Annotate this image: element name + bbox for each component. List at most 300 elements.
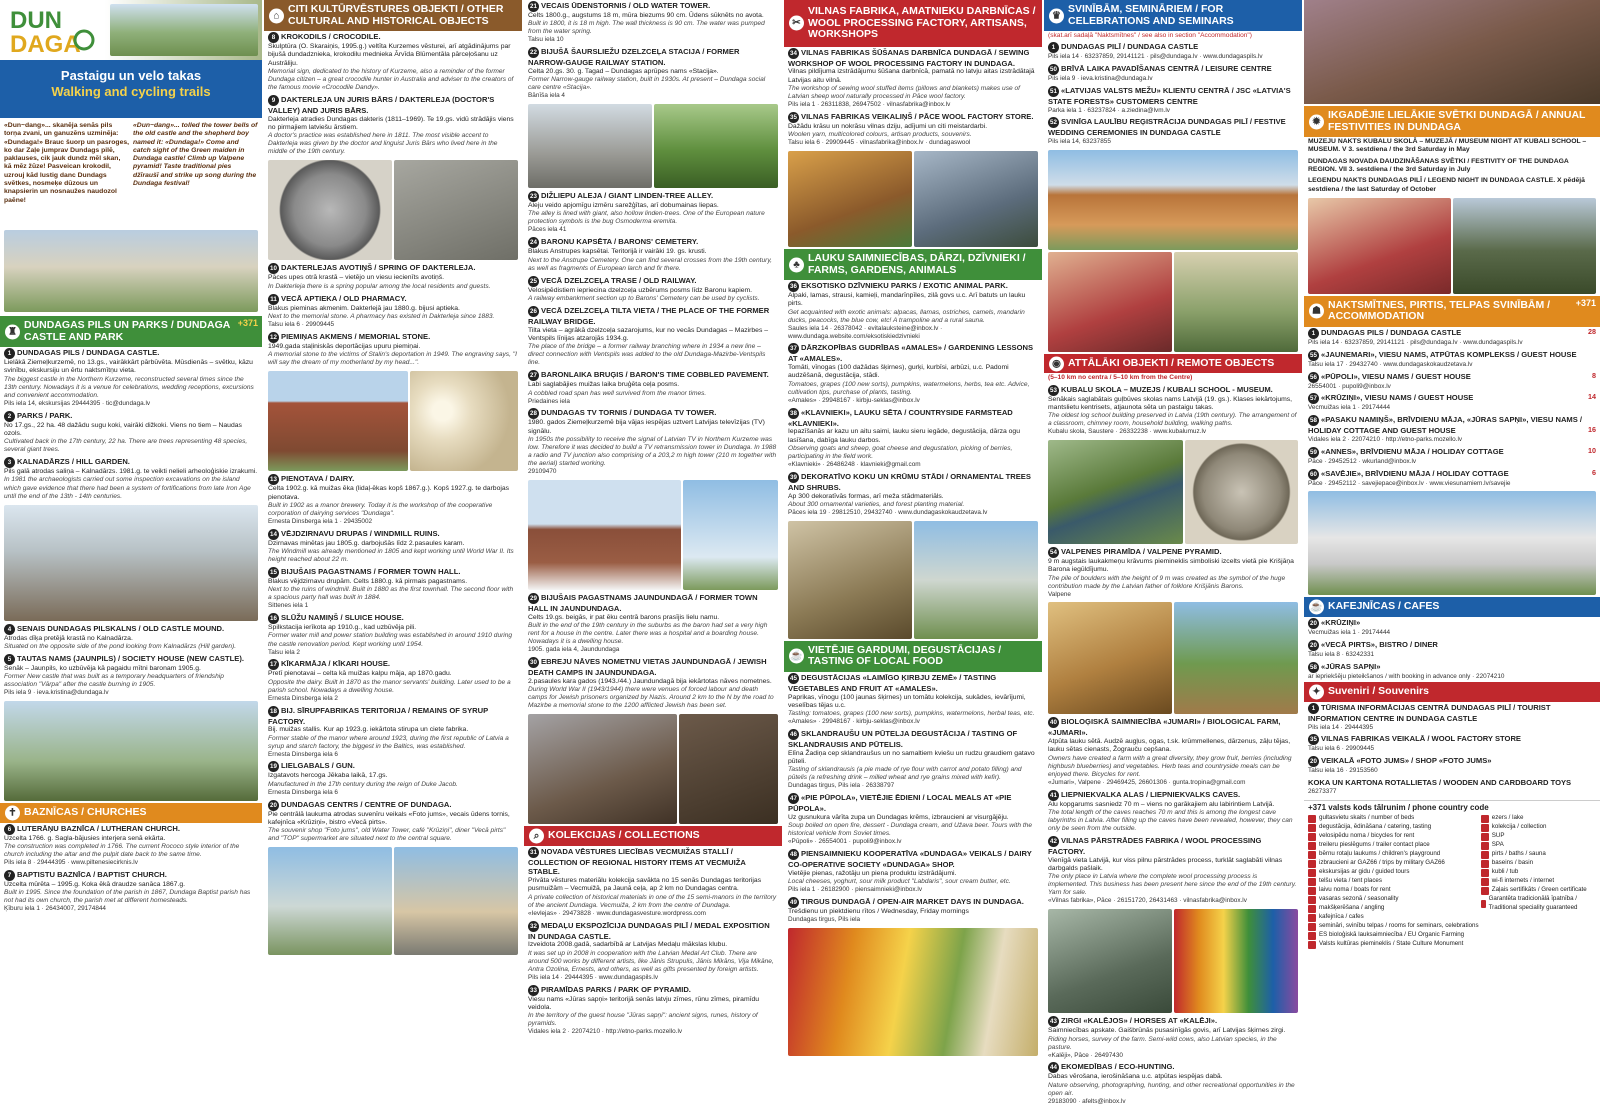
entry-contacts[interactable]: Talsu iela 17 · 29432740 · www.dundagaskokaudzetava.lv (1308, 360, 1473, 368)
entry-number: 28 (528, 408, 539, 419)
list-entry (264, 705, 522, 761)
legend-label: baseins / basin (1491, 859, 1534, 867)
entry-description-en: Built in 1902 as a manor brewery. Today it is the workshop of the cooperative corporation of dairying services "Dundaga". (268, 501, 493, 517)
entry-description-lv: Dabas vērošana, ierošināšana u.c. atpūtas iespējas dabā. (1048, 1073, 1223, 1081)
entry-heading (1308, 415, 1596, 436)
list-entry (1304, 392, 1600, 414)
entry-contacts[interactable]: Parka iela 1 · 63237824 · a.ziedina@lvm.lv (1048, 106, 1170, 114)
list-entry (1044, 1061, 1302, 1107)
entry-title: PIRAMĪDAS PARKS / PARK OF PYRAMID. (541, 984, 691, 994)
list-entry (0, 410, 262, 457)
entry-heading (1308, 618, 1596, 629)
castle-aerial-photo (110, 4, 258, 56)
entry-description-lv: Tilta vieta – agrākā dzelzceļa sazarojums, kur no vecās Dundagas – Mazirbes – Ventspils līnijas atzarojās 1934.g. (528, 326, 769, 342)
list-entry (524, 592, 782, 656)
entry-title: TAUTAS NAMS (JAUNPILS) / SOCIETY HOUSE (NEW CASTLE). (17, 653, 244, 663)
legend-item (1481, 832, 1596, 841)
entry-heading (268, 294, 518, 305)
entry-contacts[interactable]: Pils iela 1 · 26311838, 26947502 · vilnasfabrika@inbox.lv (788, 101, 951, 109)
entry-contacts[interactable]: Ernesta Dinsberga iela 6 (268, 788, 338, 796)
entry-description-lv: Trešdienu un piektdienu rītos / Wednesday, Friday mornings (788, 908, 969, 916)
souvenirs-header: ✦ Suveniri / Souvenirs (1304, 682, 1600, 702)
legend-label: makšķerēšana / angling (1319, 904, 1385, 912)
entry-title: «JŪRAS SAPŅI» (1321, 661, 1381, 671)
entry-contacts[interactable]: 1905. gada iela 4, Jaundundaga (528, 646, 620, 654)
entry-description-en: The only place in Latvia where the complete wool processing process is implemented. This business has been present here since the end of the 19th century. Yarn for sale. (1048, 873, 1297, 897)
entry-heading (4, 654, 258, 665)
entry-description-en: Tomatoes, grapes (100 new sorts), pumpkins, watermelons, herbs, tea etc. Advice, cultivation tips, purchase of plants, tasting. (788, 380, 1030, 396)
entry-contacts[interactable]: «Kalēji», Pāce · 26497430 (1048, 1051, 1123, 1059)
entry-description-en: During World War II (1943/1944) there were venues of forced labour and death camps for Jewish prisoners organized by Nazis. Around 2 km to the N by the road to Mazirbe a memorial stone to the 1200 afflicted Jewish has been set. (528, 686, 774, 710)
entry-number: 55 (1308, 350, 1319, 361)
entry-contacts[interactable]: Pils iela 8 · 29444395 · www.piltenesiecirknis.lv (4, 858, 138, 866)
trails-title-en: Walking and cycling trails (51, 83, 211, 99)
legend-label: gultasvietu skaits / number of beds (1319, 814, 1415, 822)
entry-number: 30 (528, 657, 539, 668)
entry-number: 54 (1048, 547, 1059, 558)
entry-description-lv: Blakus vējdzirnavu drupām. Celts 1880.g. kā pirmais pagastnams. (268, 578, 468, 586)
entry-description-lv: 2.pasaules kara gados (1943./44.) Jaundundagā bija iekārtotas nāves nometnes. (528, 677, 772, 685)
remote-list-d (1044, 1015, 1302, 1107)
entry-number: 1 (1048, 42, 1059, 53)
legend-label: wi-fi internets / internet (1491, 877, 1555, 885)
entry-contacts[interactable]: Pils iela 14 · 29444395 (1308, 723, 1374, 731)
entry-contacts[interactable]: Vidales iela 2 · 22074210 · http://etno-parks.mozello.lv (1308, 435, 1463, 443)
entry-title: DEKORATĪVO KOKU UN KRŪMU STĀDI / ORNAMENTAL TREES AND SHRUBS. (788, 471, 1031, 492)
entry-title: VALPENES PIRAMĪDA / VALPENE PYRAMID. (1061, 546, 1222, 556)
entry-title: DUNDAGAS PILS / DUNDAGA CASTLE. (17, 348, 160, 358)
entry-title: VILNAS FABRIKAS VEIKALIŅŠ / PĀCE WOOL FACTORY STORE. (801, 111, 1034, 121)
festival-item: MUZEJU NAKTS KUBALU SKOLĀ – MUZEJĀ / MUSEUM NIGHT AT KUBALI SCHOOL – MUSEUM. V 3. sestdiena / the 3rd Saturday in May (1308, 138, 1587, 154)
entry-heading (1048, 64, 1298, 75)
entry-contacts[interactable]: Valpene (1048, 590, 1071, 598)
entry-contacts[interactable]: Pils iela 9 · ieva.kristina@dundaga.lv (1048, 74, 1153, 82)
fireworks-icon: ✹ (1309, 114, 1324, 129)
beds-count: 8 (1592, 370, 1596, 380)
entry-contacts[interactable]: Talsu iela 10 (528, 36, 564, 44)
bedroom-photo (1308, 198, 1451, 294)
entry-title: EKOMEDĪBAS / ECO-HUNTING. (1061, 1062, 1175, 1072)
gift-icon: ✦ (1309, 685, 1324, 700)
legend-label: pirts / baths / sauna (1491, 850, 1546, 858)
entry-description-en: Memorial sign, dedicated to the history of Kurzeme, also a reminder of the former Dundaga citizen – a great crocodile hunter in Australia and adviser to the creators of the famous movie «Crocodile Dandy». (268, 67, 514, 91)
list-entry (264, 566, 522, 612)
krisjanis-barons-medal-photo (1185, 440, 1298, 544)
list-entry (1304, 371, 1600, 393)
entry-heading (1308, 350, 1596, 361)
entry-heading (268, 613, 518, 624)
entry-description-en: Former stable of the manor where around 1923, during the first republic of Latvia a syrup and starch factory, the biggest in the Baltics, was established. (268, 734, 509, 750)
entry-title: EBREJU NĀVES NOMETNU VIETAS JAUNDUNDAGĀ / JEWISH DEATH CAMPS IN JAUNDUNDAGA. (528, 656, 767, 677)
entry-description-en: Built in the end of the 19th century in the suburbs as the baron had set a very high rent for a house in the centre. Later there was a hospital and a boarding house. Nowadays it is a dwelling house. (528, 622, 768, 646)
entry-title: SENAIS DUNDAGAS PILSKALNS / OLD CASTLE MOUND. (17, 623, 225, 633)
legend-symbol-icon (1308, 815, 1316, 823)
entry-description-en: The pile of boulders with the height of 9 m was created as the symbol of the huge contribution made by the Latvian father of folklore Krišjānis Barons. (1048, 574, 1286, 590)
entry-description-en: Situated on the opposite side of the pond looking from Kalnadārzs (Hill garden). (4, 642, 237, 650)
legend-label: treileru pieslēgums / trailer contact place (1319, 841, 1430, 849)
list-entry (1304, 414, 1600, 446)
dundaga-logo (0, 0, 262, 60)
tv-tower-photo (683, 480, 778, 590)
entry-heading (788, 673, 1038, 694)
entry-title: KROKODILS / CROCODILE. (281, 32, 381, 42)
entry-title: BARONLAIKA BRUĢIS / BARON'S TIME COBBLED PAVEMENT. (541, 370, 769, 380)
list-entry (264, 331, 522, 369)
entry-description-lv: Dažādu krāsu un nokrāsu vilnas dziju, adījumi un citi meistardarbi. (788, 122, 988, 130)
entry-contacts[interactable]: Pāces iela 41 (528, 226, 567, 234)
entry-contacts[interactable]: «Klavnieki» · 26486248 · klavnieki@gmail.com (788, 460, 921, 468)
festival-item: LEGENDU NAKTS DUNDAGAS PILĪ / LEGEND NIGHT IN DUNDAGA CASTLE. X pēdējā sestdiena / the last Saturday of October (1308, 177, 1585, 193)
entry-contacts[interactable]: «Amales» · 29948167 · kirbju-seklas@inbox.lv (788, 396, 920, 404)
cultural-list-c (264, 473, 522, 845)
legend-label: ES bioloģiskā lauksaimniecība / EU Organic Farming (1319, 931, 1465, 939)
list-entry (524, 846, 782, 920)
entry-number: 59 (1308, 447, 1319, 458)
entry-heading (788, 281, 1038, 292)
entry-number: 40 (1048, 717, 1059, 728)
entry-number: 29 (528, 593, 539, 604)
list-entry (264, 799, 522, 846)
entry-number: 56 (1308, 372, 1319, 383)
castle-header: ♜ DUNDAGAS PILS UN PARKS / DUNDAGA CASTLE AND PARK +371 (0, 316, 262, 347)
entry-heading (268, 706, 518, 727)
entry-title: KĪKARMĀJA / KĪKARI HOUSE. (281, 659, 390, 669)
entry-title: VILNAS PĀRSTRĀDES FABRIKA / WOOL PROCESSING FACTORY. (1048, 836, 1262, 857)
list-entry (784, 111, 1042, 149)
entry-description-lv: Pretī pienotavai – celta kā muižas kalpu māja, ap 1870.gadu. (268, 670, 452, 678)
entry-contacts[interactable]: Talsu iela 6 · 29909445 (1308, 745, 1375, 753)
entry-heading (1048, 1016, 1298, 1027)
entry-title: DUNDAGAS TV TORNIS / DUNDAGA TV TOWER. (541, 408, 717, 418)
list-entry (784, 848, 1042, 896)
entry-description-lv: Paprikas, vīnogu (100 jaunas šķirnes) un tomātu kolekcija, sukādes, ievārījumi, veselības tējas u.c. (788, 693, 1026, 709)
entry-number: 25 (528, 276, 539, 287)
entry-contacts[interactable]: Pils iela 1 · 26182900 · piensaimnieki@inbox.lv (788, 886, 923, 894)
beds-count: 6 (1592, 467, 1596, 477)
entry-description-lv: Skulptūra (O. Skaraiņis, 1995.g.) veltīta Kurzemes vēsturei, arī atgādinājums par bijušā dundadznieka, krokodilu mednieka Ārvīda Blūmentāla pārceļošanu uz Austrāliju. (268, 43, 511, 67)
entry-contacts[interactable]: Kubalu skola, Saustere · 26332238 · www.kubalumuz.lv (1048, 428, 1207, 436)
entry-description-lv: Celts 19.gs. beigās, ir pat ēku centrā barons prasījis lielu namu. (528, 613, 720, 621)
entry-title: SVINĪGA LAULĪBU REĢISTRĀCIJA DUNDAGAS PILĪ / FESTIVE WEDDING CEREMONIES IN DUNDAGA CASTLE (1048, 117, 1286, 138)
list-entry (264, 473, 522, 527)
entry-description-en: Former water mill and power station building was established in around 1910 during the castle renovation period. Kept working until 1954. (268, 632, 513, 648)
entry-number: 16 (268, 613, 279, 624)
river-aerial-photo (1048, 440, 1183, 544)
entry-contacts[interactable]: Vidales iela 2 · 22074210 · http://etno-parks.mozello.lv (528, 1028, 683, 1036)
entry-contacts[interactable]: Pāces iela 19 · 29812510, 29432740 · www.dundagaskokaudzetava.lv (788, 508, 988, 516)
entry-description-lv: Dzirnavas minētas jau 1805.g. darbojušās līdz 2.pasaules karam. (268, 539, 465, 547)
entry-title: BAPTISTU BAZNĪCA / BAPTIST CHURCH. (17, 869, 167, 879)
list-entry (784, 471, 1042, 519)
entry-contacts[interactable]: 29183090 · afelts@inbox.lv (1048, 1097, 1126, 1105)
list-entry (524, 275, 782, 305)
entry-number: 38 (788, 408, 799, 419)
list-entry (1304, 661, 1600, 683)
entry-contacts[interactable]: Talsu iela 2 (268, 648, 300, 656)
entry-description-en: The construction was completed in 1766. The current Rococo style interior of the church including the altar and the pulpit date back to the same time. (4, 842, 240, 858)
entry-title: KOKA UN KARTONA ROTALLIETAS / WOODEN AND CARDBOARD TOYS (1308, 778, 1572, 788)
cave-photo (1048, 602, 1172, 714)
legend-item (1308, 859, 1481, 868)
entry-number: 35 (788, 112, 799, 123)
wool-machine-photo (1048, 909, 1172, 1013)
entry-title: «KLAVNIEKI», LAUKU SĒTA / COUNTRYSIDE FARMSTEAD «KLAVNIEKI». (788, 407, 1013, 428)
list-entry (1044, 1015, 1302, 1061)
column-4 (784, 0, 1042, 1120)
list-entry (264, 528, 522, 566)
legend-symbol-icon (1308, 914, 1316, 922)
entry-title: DIŽLIEPU ALEJA / GIANT LINDEN-TREE ALLEY. (541, 191, 714, 201)
list-entry (1304, 755, 1600, 777)
entry-contacts[interactable]: Bānīša iela 4 (528, 92, 565, 100)
entry-number: 7 (4, 870, 15, 881)
entry-heading (788, 48, 1038, 69)
entry-description-lv: Labi saglabājies muižas laika bruģēta ceļa posms. (528, 381, 680, 389)
legend-symbol-icon (1308, 905, 1316, 913)
entry-number: 39 (788, 472, 799, 483)
entry-description-lv: Pie centrālā laukuma atrodas suvenīru veikals «Foto jums», vecais ūdens tornis, kafejnīca «Krūziņi», bistro «Vecā pirts». (268, 810, 510, 826)
church-photo (4, 701, 258, 801)
entry-description-lv: Viesu nams «Jūras sapņi» teritorijā senās latvju zīmes, rūnu zīmes, piramīdu veidola. (528, 995, 760, 1011)
entry-heading (268, 659, 518, 670)
entry-description-en: Tasting of sklandrausis (a pie made of rye flour with carrot and potato filling) and pūtelis (a refreshing drink – milled wheat and rye grains mixed with kefir). (788, 766, 1022, 782)
legend-symbol-icon (1308, 851, 1316, 859)
entry-contacts[interactable]: Talsu iela 6 · 29909445 (268, 321, 335, 329)
list-entry (1304, 617, 1600, 639)
entry-contacts[interactable]: Talsu iela 6 · 29909445 · vilnasfabrika@inbox.lv · dundagaswool (788, 139, 971, 147)
entry-heading (528, 47, 778, 68)
entry-number: 20 (1308, 756, 1319, 767)
col3-list-a (524, 0, 782, 102)
list-entry (0, 869, 262, 915)
entry-contacts[interactable]: «Vilnas fabrika», Pāce · 26151720, 26431463 · vilnasfabrika@inbox.lv (1048, 897, 1247, 905)
entry-contacts[interactable]: Dundagas tirgus, Pils iela · 26338797 (788, 782, 895, 790)
entry-contacts[interactable]: Talsu iela 16 · 29153560 (1308, 767, 1378, 775)
entry-description-lv: Izgatavots hercoga Jēkaba laikā, 17.gs. (268, 772, 388, 780)
town-square-photo (394, 847, 518, 955)
entry-contacts[interactable]: Ernesta Dinsberga iela 6 (268, 750, 338, 758)
entry-contacts[interactable]: Vecmuižas iela 1 · 29174444 (1308, 628, 1391, 636)
entry-number: 24 (528, 237, 539, 248)
wool-workshop-photo (914, 151, 1038, 247)
legend-symbol-icon (1481, 824, 1489, 832)
list-entry (264, 658, 522, 704)
entry-contacts[interactable]: Pils iela 14 · 63237859, 29141121 · pils@dundaga.lv · www.dundagaspils.lv (1308, 338, 1523, 346)
list-entry (524, 46, 782, 102)
column-5 (1044, 0, 1302, 1120)
list-entry (524, 369, 782, 407)
entry-description-lv: Privāta vēstures materiālu kolekcija savākta no 15 senās Dundagas teritorijas pusmuižām – Vecmuižā, pa Jaunā ceļa, ap 2 km no Dundagas centra. (528, 877, 762, 893)
entry-heading (528, 408, 778, 419)
entry-title: «VECĀ PIRTS», BISTRO / DINER (1321, 639, 1438, 649)
entry-contacts[interactable]: Pāce · 29452112 · savejiepace@inbox.lv · www.viesunamiem.lv/savejie (1308, 479, 1511, 487)
entry-number: 1 (1308, 703, 1319, 714)
entry-description-en: Next to the ruins of windmill. Built in 1880 as the first townhall. The second floor with a spacious party hall was built in 1884. (268, 586, 514, 602)
entry-number: 23 (528, 191, 539, 202)
entry-number: 22 (528, 47, 539, 58)
entry-heading (4, 870, 258, 881)
entry-title: «JAUNEMARI», VIESU NAMS, ATPŪTAS KOMPLEKSS / GUEST HOUSE (1321, 349, 1577, 359)
collections-header: ⌕ KOLEKCIJAS / COLLECTIONS (524, 826, 782, 846)
entry-description-en: Get acquainted with exotic animals: alpacas, llamas, ostriches, camels, mandarin ducks, peacocks, the blue cow, etc! A trampoline and a rural sauna. (788, 308, 1025, 324)
entry-title: «KRŪZIŅI», VIESU NAMS / GUEST HOUSE (1321, 393, 1474, 403)
entry-description-lv: Senākais saglabātais guļbūves skolas nams Latvijā (19. gs.). Klases iekārtojums, mantslietu kentrisets, atjaunota sēta un pastaigu takas. (1048, 395, 1293, 411)
farms-list-a (784, 280, 1042, 519)
entry-title: «ANNES», BRĪVDIENU MĀJA / HOLIDAY COTTAGE (1321, 446, 1504, 456)
entry-number: 21 (528, 1, 539, 12)
entry-contacts[interactable]: «Ievlejas» · 29473828 · www.dundagasvesture.wordpress.com (528, 909, 706, 917)
list-entry (1304, 349, 1600, 371)
list-entry (524, 236, 782, 274)
entry-contacts[interactable]: Priedaines iela (528, 397, 570, 405)
entry-contacts[interactable]: Sittenes iela 1 (268, 602, 309, 610)
entry-title: «PASAKU NAMIŅŠ», BRĪVDIENU MĀJA, «JŪRAS SAPŅI», VIESU NAMS / HOLIDAY COTTAGE AND GUEST HOUSE (1308, 415, 1583, 436)
trails-title-lv: Pastaigu un velo takas (60, 68, 202, 83)
legend-item (1308, 940, 1481, 949)
entry-number: 1 (4, 348, 15, 359)
entry-heading (788, 793, 1038, 814)
accommodation-list (1304, 327, 1600, 489)
entry-title: DEGUSTĀCIJAS «LAIMĪGO ĶIRBJU ZEMĒ» / TASTING VEGETABLES AND FRUIT AT «AMALES». (788, 672, 997, 693)
entry-number: 14 (268, 529, 279, 540)
list-entry (524, 190, 782, 236)
entry-contacts[interactable]: Pils iela 14, ekskursijas 29444395 · tic@dundaga.lv (4, 399, 151, 407)
herb-bags-photo (788, 521, 912, 639)
legend-label: velosipēdu noma / bicycles for rent (1319, 832, 1415, 840)
entry-contacts[interactable]: Pils iela 9 · ieva.kristina@dundaga.lv (4, 689, 109, 697)
entry-number: 5 (4, 654, 15, 665)
legend-symbol-icon (1308, 878, 1316, 886)
legend-item (1481, 868, 1596, 877)
entry-heading (4, 348, 258, 359)
list-entry (784, 47, 1042, 111)
entry-title: TŪRISMA INFORMĀCIJAS CENTRĀ DUNDAGAS PILĪ / TOURIST INFORMATION CENTRE IN DUNDAGA CASTLE (1308, 702, 1551, 723)
entry-description-lv: Blakus Anstrupes kapsētai. Teritorijā ir vairāki 19. gs. krusti. (528, 248, 707, 256)
entry-number: 44 (1048, 1062, 1059, 1073)
seminars-list (1044, 41, 1302, 148)
entry-number: 60 (1308, 469, 1319, 480)
entry-contacts[interactable]: Pāce · 29452512 · wkurland@inbox.lv (1308, 457, 1417, 465)
entry-title: «PŪPOLI», VIESU NAMS / GUEST HOUSE (1321, 371, 1471, 381)
entry-heading (788, 729, 1038, 750)
entry-heading (1308, 640, 1596, 651)
entry-contacts[interactable]: 29109470 (528, 468, 557, 476)
list-entry (784, 280, 1042, 342)
legend-symbol-icon (1481, 833, 1489, 841)
entry-title: LIEPNIEKVALKA ALAS / LIEPNIEKVALKS CAVES. (1061, 789, 1241, 799)
festival-photo (1304, 0, 1600, 104)
entry-number: 52 (1048, 117, 1059, 128)
entry-number: 17 (268, 659, 279, 670)
entry-contacts[interactable]: «Amales» · 29948167 · kirbju-seklas@inbox.lv (788, 718, 920, 726)
entry-contacts[interactable]: Pils iela 14 · 63237859, 29141121 · pils@dundaga.lv · www.dundagaspils.lv (1048, 53, 1263, 61)
entry-heading (1308, 372, 1596, 383)
entry-contacts[interactable]: Talsu iela 8 · 63242331 (1308, 650, 1375, 658)
entry-contacts[interactable]: 26554001 · pupoli9@inbox.lv (1308, 382, 1391, 390)
entry-description-en: The total length of the caves reaches 70 m and this is among the longest cave labyrinths in Latvia. After filling up the caves have been revealed, however, they can only be seen from the outside. (1048, 808, 1293, 832)
cultural-list-b (264, 262, 522, 369)
legend-label: Zaļais sertifikāts / Green certificate (1491, 886, 1587, 894)
brick-building-photo (268, 371, 408, 471)
legend-label: vasaras sezonā / seasonality (1319, 895, 1399, 903)
entry-contacts[interactable]: Vecmuižas iela 1 · 29174444 (1308, 404, 1391, 412)
list-entry (1304, 639, 1600, 661)
entry-contacts[interactable]: Saules iela 14 · 26378042 · evitalauksteine@inbox.lv · www.dundaga.website.com/eksotiskiedzivnieki (788, 324, 943, 340)
entry-contacts[interactable]: Ernesta Dinsberga iela 1 · 29435002 (268, 517, 373, 525)
entry-heading (528, 847, 778, 878)
entry-description-en: Nature observing, photographing, hunting, and other recreational opportunities in the open air. (1048, 1081, 1295, 1097)
entry-heading (1048, 790, 1298, 801)
list-entry (1044, 41, 1302, 63)
entry-contacts[interactable]: «Pūpoli» · 26554001 · pupoli9@inbox.lv (788, 838, 902, 846)
seminars-header: ♛ SVINĪBĀM, SEMINĀRIEM / FOR CELEBRATIONS AND SEMINARS (1044, 0, 1302, 31)
entry-description-en: Built in 1995. Since the foundation of the parish in 1867, Dundaga Baptist parish has not had its own church, the parish met at different homesteads. (4, 889, 251, 905)
tree-icon: ♣ (789, 257, 804, 272)
legend-item (1481, 877, 1596, 886)
remote-list-b (1044, 546, 1302, 600)
magnifier-icon: ⌕ (529, 828, 544, 843)
entry-contacts[interactable]: «Jumari», Valpene · 29469425, 26601306 · gunta.tropina@gmail.com (1048, 778, 1246, 786)
remote-list-c (1044, 716, 1302, 907)
list-entry (264, 760, 522, 798)
entry-description-en: Former Narrow-gauge railway station, built in 1930s. At present – Dundaga social care centre «Stacija». (528, 76, 766, 92)
entry-contacts[interactable]: Ķīburu iela 1 · 26434007, 29174844 (4, 905, 106, 913)
entry-heading (1048, 836, 1298, 857)
entry-title: BIJUŠĀ ŠAURSLIEŽU DZELZCEĻA STACIJA / FORMER NARROW-GAUGE RAILWAY STATION. (528, 47, 740, 68)
entry-heading (788, 897, 1038, 908)
legend-item (1481, 859, 1596, 868)
entry-description-lv: Velosipēdistiem iepriecina dzelzceļa uzbērums posms līdz Baronu kapiem. (528, 286, 753, 294)
entry-number: 41 (1048, 790, 1059, 801)
list-entry (524, 305, 782, 369)
entry-contacts[interactable]: Pils iela 14 · 29444395 · www.dundagaspils.lv (528, 973, 659, 981)
farms-header: ♣ LAUKU SAIMNIECĪBAS, DĀRZI, DZĪVNIEKI / FARMS, GARDENS, ANIMALS (784, 249, 1042, 280)
entry-contacts[interactable]: Pils iela 14, 63237855 (1048, 138, 1111, 146)
trails-banner (0, 60, 262, 118)
list-entry (0, 623, 262, 653)
entry-contacts[interactable]: ar iepriekšēju pieteikšanos / with booking in advance only · 22074210 (1308, 672, 1505, 680)
entry-heading (1308, 778, 1596, 788)
list-entry (1044, 63, 1302, 85)
entry-title: DAKTERLEJAS AVOTIŅŠ / SPRING OF DAKTERLEJA. (281, 263, 476, 273)
entry-description-lv: Spilkstacija ierīkota ap 1910.g., kad uzbūvēja pili. (268, 624, 417, 632)
entry-heading (268, 474, 518, 485)
entry-contacts[interactable]: Ernesta Dinsberga iela 2 (268, 694, 338, 702)
entry-title: VEIKALĀ «FOTO JUMS» / SHOP «FOTO JUMS» (1321, 756, 1492, 766)
entry-title: KALNADĀRZS / HILL GARDEN. (17, 457, 130, 467)
entry-number: 19 (268, 761, 279, 772)
farm-house-photo (914, 521, 1038, 639)
entry-description-en: Woolen yarn, multicolored colours, artisan products, souvenirs. (788, 131, 972, 139)
entry-contacts[interactable]: Dundagas tirgus, Pils iela (788, 916, 861, 924)
entry-number: 15 (268, 567, 279, 578)
entry-description-en: Observing goats and sheep, goat cheese and degustation, picking of berries, participating in the field work. (788, 444, 1013, 460)
entry-number: 12 (268, 332, 279, 343)
list-entry (524, 656, 782, 712)
entry-description-en: The souvenir shop "Foto jums", old Water Tower, café "Krūziņi", diner "Vecā pirts" and "TOP" supermarket are situated next to the central square. (268, 827, 506, 843)
legend-item (1308, 823, 1481, 832)
entry-heading (1048, 385, 1298, 396)
guest-house-photo (1308, 491, 1596, 595)
entry-description-en: In 1981 the archaeologists carried out some inspection excavations on the island which gave evidence that there had been a system of fortifications from late Iron Age until the end of the 13th - 14th centuries. (4, 476, 251, 500)
entry-description-en: Former New castle that was built as a temporary headquarters of friendship association "Vārpa" after the castle burning in 1905. (4, 673, 224, 689)
entry-heading (268, 32, 518, 43)
entry-description-en: Riding horses, survey of the farm. Semi-wild cows, also Latvian species, in the pasture. (1048, 1035, 1277, 1051)
entry-contacts[interactable]: 26273377 (1308, 787, 1337, 795)
legend-symbol-icon (1308, 869, 1316, 877)
entry-title: MEDAĻU EKSPOZĪCIJA DUNDAGAS PILĪ / MEDAL EXPOSITION IN DUNDAGA CASTLE. (528, 920, 770, 941)
entry-title: TIRGUS DUNDAGĀ / OPEN-AIR MARKET DAYS IN DUNDAGA. (801, 897, 1024, 907)
